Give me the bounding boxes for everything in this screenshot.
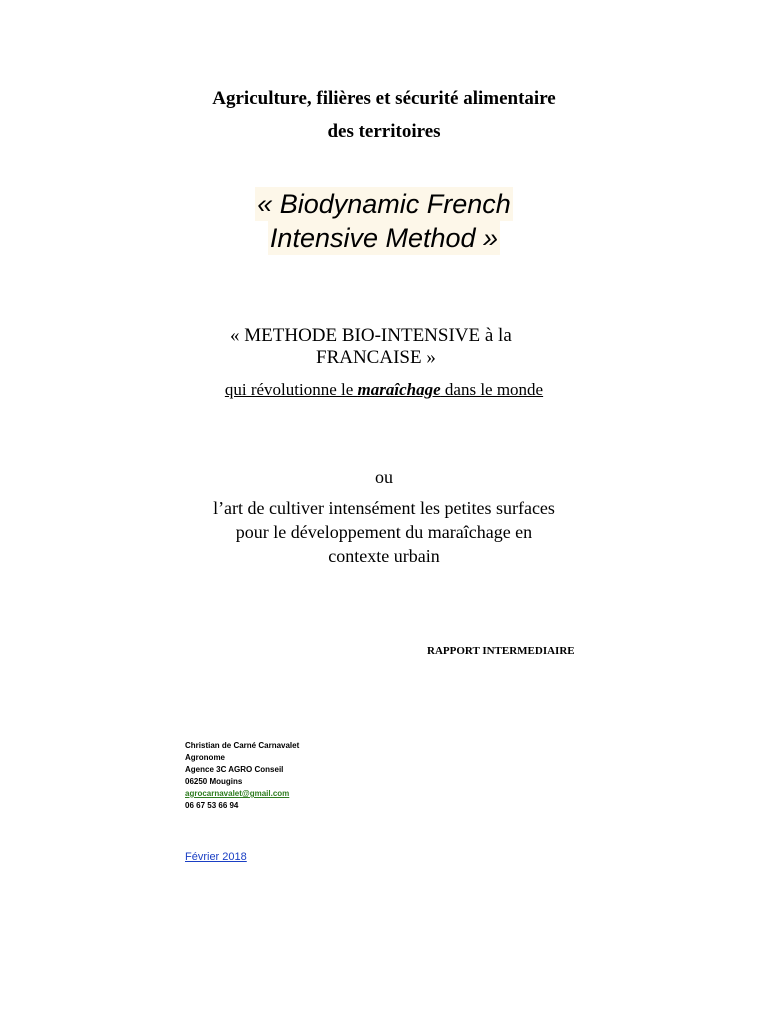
tagline-after: dans le monde: [440, 380, 544, 399]
author-role: Agronome: [185, 753, 225, 762]
document-title-line-1: « Biodynamic French: [257, 189, 511, 219]
subtitle-line-2: FRANCAISE »: [316, 347, 436, 368]
alt-title-line-2: pour le développement du maraîchage en: [235, 522, 533, 542]
connector-ou: ou: [375, 467, 393, 487]
tagline-before: qui révolutionne le: [224, 380, 358, 399]
report-label: RAPPORT INTERMEDIAIRE: [427, 645, 575, 657]
author-city: 06250 Mougins: [185, 777, 243, 786]
subtitle-line-1: « METHODE BIO-INTENSIVE à la: [230, 325, 512, 346]
author-phone: 06 67 53 66 94: [185, 801, 239, 810]
author-email-link[interactable]: agrocarnavalet@gmail.com: [185, 789, 290, 798]
title-row-2: [0, 221, 768, 255]
tagline-emphasis: maraîchage: [357, 380, 441, 399]
title-row-1: [0, 187, 768, 221]
header-line-2: des territoires: [327, 121, 441, 142]
tagline: [0, 380, 768, 400]
header-line-1: Agriculture, filières et sécurité alimentaire: [212, 88, 556, 109]
document-title-line-2: Intensive Method »: [269, 223, 499, 253]
alt-title-line-3: contexte urbain: [328, 546, 440, 566]
date-link[interactable]: Février 2018: [185, 851, 247, 863]
author-name: Christian de Carné Carnavalet: [185, 741, 300, 750]
alt-title-line-1: l’art de cultiver intensément les petites surfaces: [213, 498, 555, 518]
author-agency: Agence 3C AGRO Conseil: [185, 765, 284, 774]
